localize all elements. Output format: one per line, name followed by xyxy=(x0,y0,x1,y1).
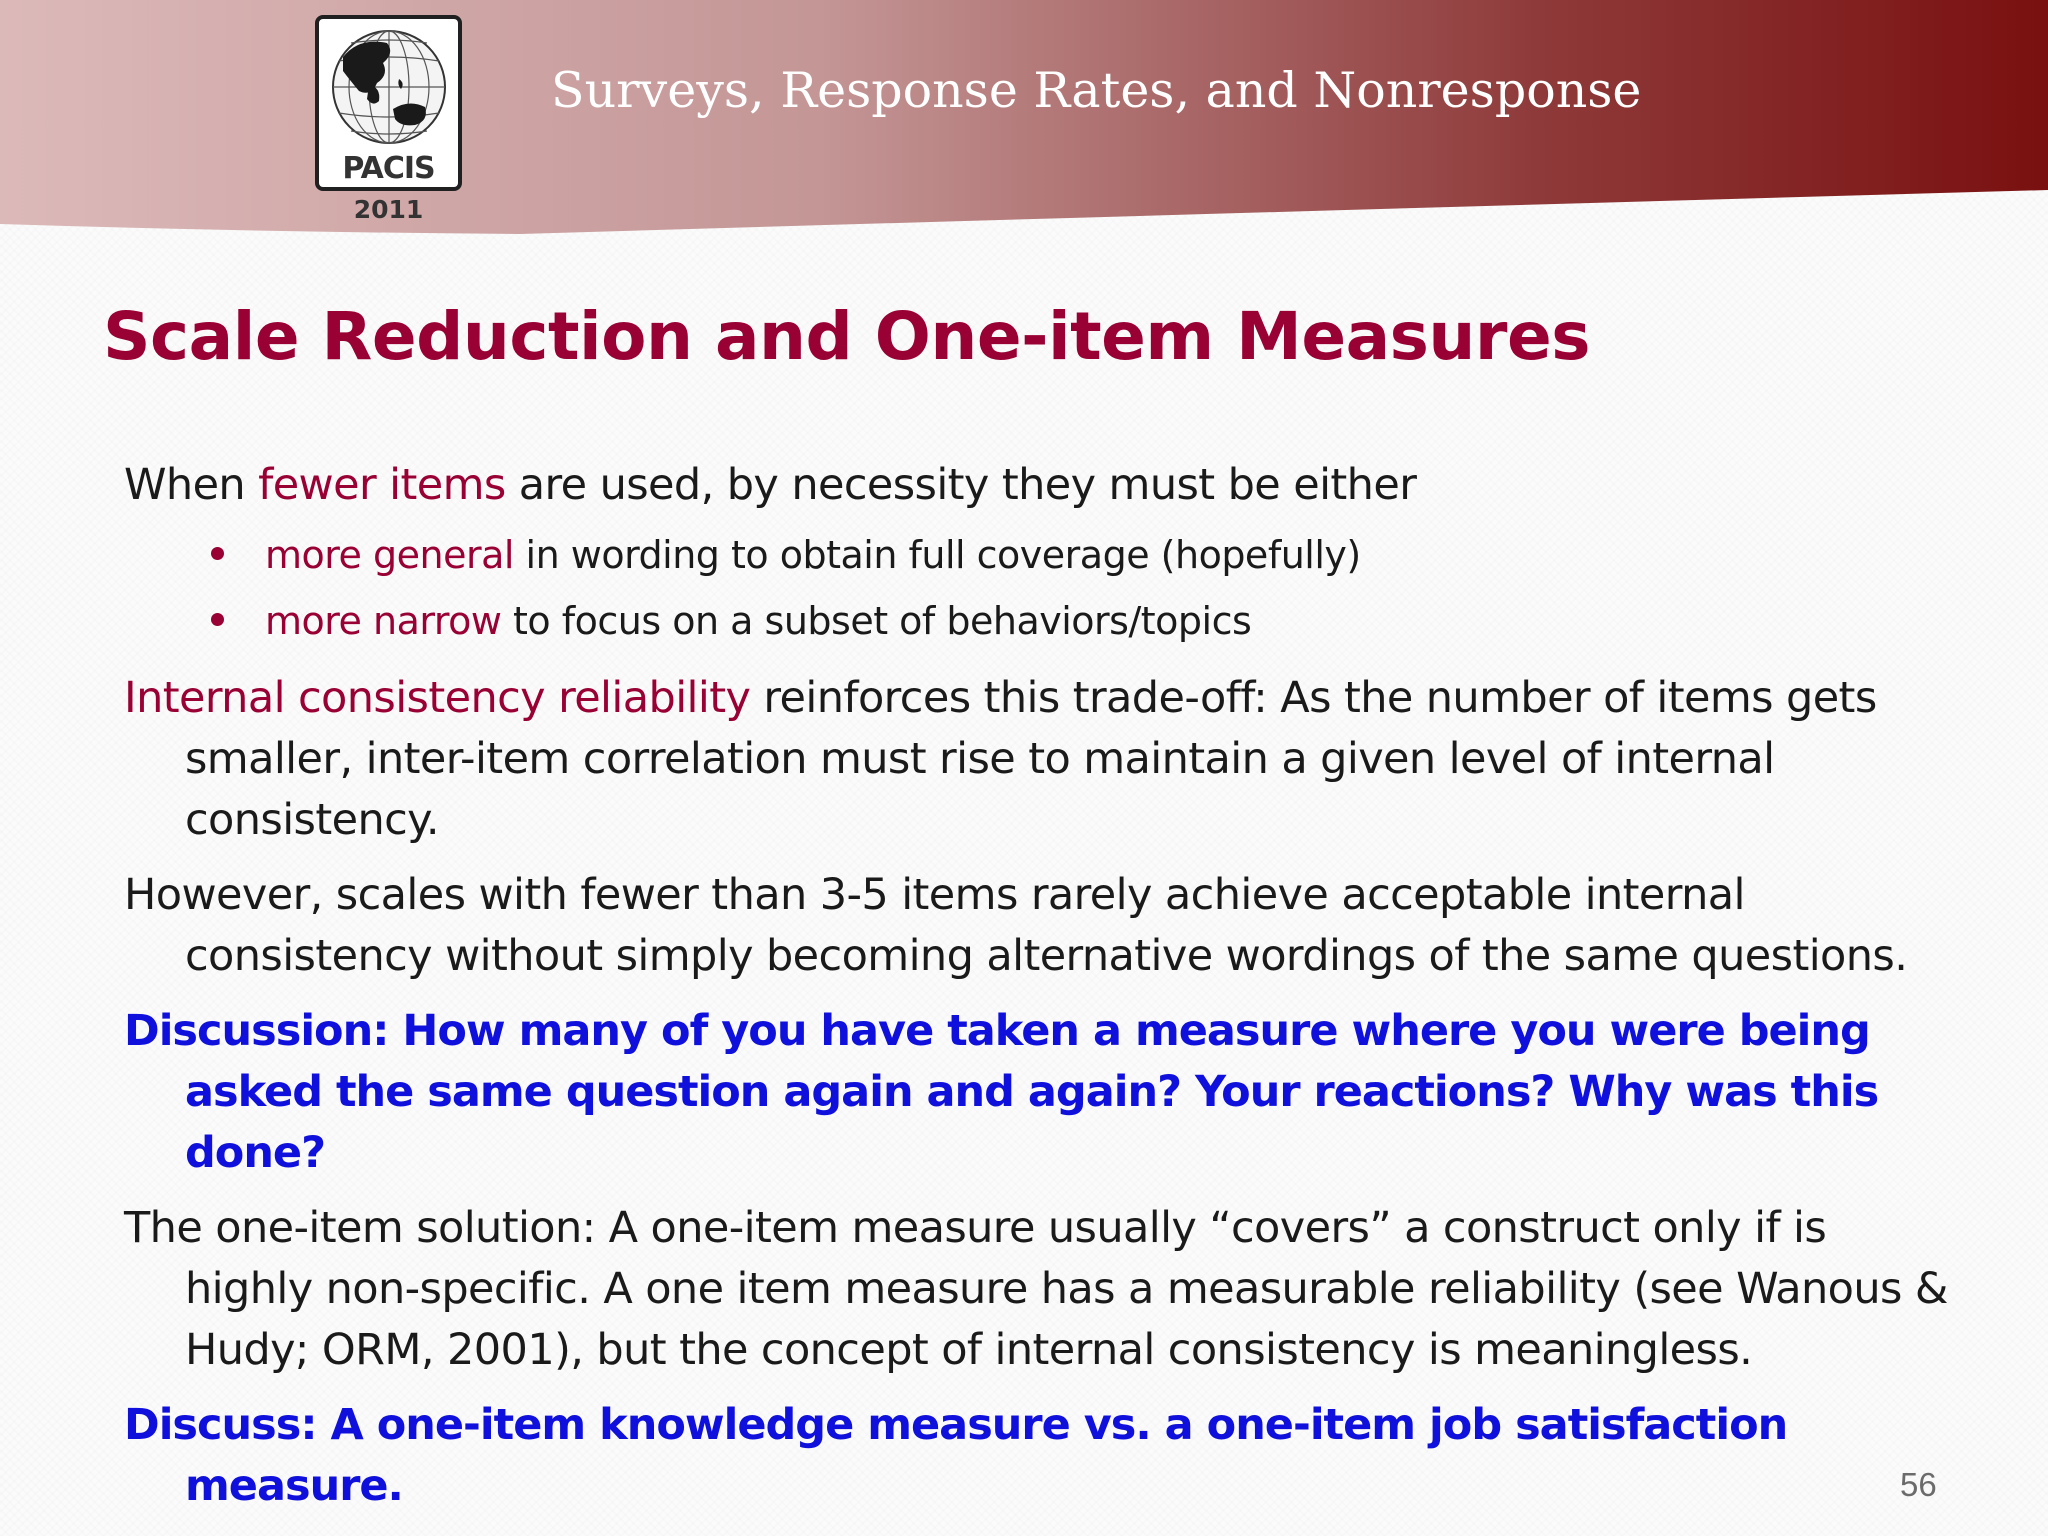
bullet-item xyxy=(211,522,1954,588)
header-title: Surveys, Response Rates, and Nonresponse xyxy=(551,62,1642,119)
bullet-text: to focus on a subset of behaviors/topics xyxy=(501,599,1252,643)
slide-body xyxy=(124,455,1954,1531)
pacis-logo xyxy=(315,15,462,191)
paragraph-one-item-solution: The one-item solution: A one-item measure usually “covers” a construct only if is highly non-specific. A one item measure has a measurable reliability (see Wanous & Hudy; ORM, 2001), but the concept of internal consistency is meaningless. xyxy=(124,1203,1948,1375)
text-segment: are used, by necessity they must be either xyxy=(505,460,1417,510)
paragraph-fewer-items xyxy=(124,455,1954,516)
paragraph-however: However, scales with fewer than 3-5 items rarely achieve acceptable internal consistency without simply becoming alternative wordings of the same questions. xyxy=(124,870,1908,981)
highlight-internal-consistency: Internal consistency reliability xyxy=(124,673,751,723)
highlight-more-narrow: more narrow xyxy=(265,599,502,643)
logo-year: 2011 xyxy=(353,195,424,224)
highlight-fewer-items: fewer items xyxy=(258,460,506,510)
bullet-list xyxy=(124,522,1954,654)
header-band xyxy=(0,0,2048,250)
text-segment: reinforces this trade-off: As the number of items gets smaller, inter-item correlation must rise to maintain a given level of internal consistency. xyxy=(185,673,1877,845)
discuss-prompt: Discuss: A one-item knowledge measure vs. a one-item job satisfaction measure. xyxy=(124,1400,1788,1511)
page-number: 56 xyxy=(1900,1466,1937,1503)
text-segment: When xyxy=(124,460,259,510)
highlight-more-general: more general xyxy=(265,533,514,577)
logo-label: PACIS xyxy=(342,151,435,186)
bullet-text: in wording to obtain full coverage (hopefully) xyxy=(513,533,1361,577)
globe-icon xyxy=(329,27,449,147)
paragraph-internal-consistency xyxy=(124,668,1954,851)
bullet-dot-icon xyxy=(211,547,224,560)
bullet-dot-icon xyxy=(211,613,224,626)
bullet-item xyxy=(211,588,1954,654)
discussion-question: Discussion: How many of you have taken a measure where you were being asked the same question again and again? Your reactions? Why was this done? xyxy=(124,1006,1879,1178)
slide-title: Scale Reduction and One-item Measures xyxy=(103,298,1590,375)
